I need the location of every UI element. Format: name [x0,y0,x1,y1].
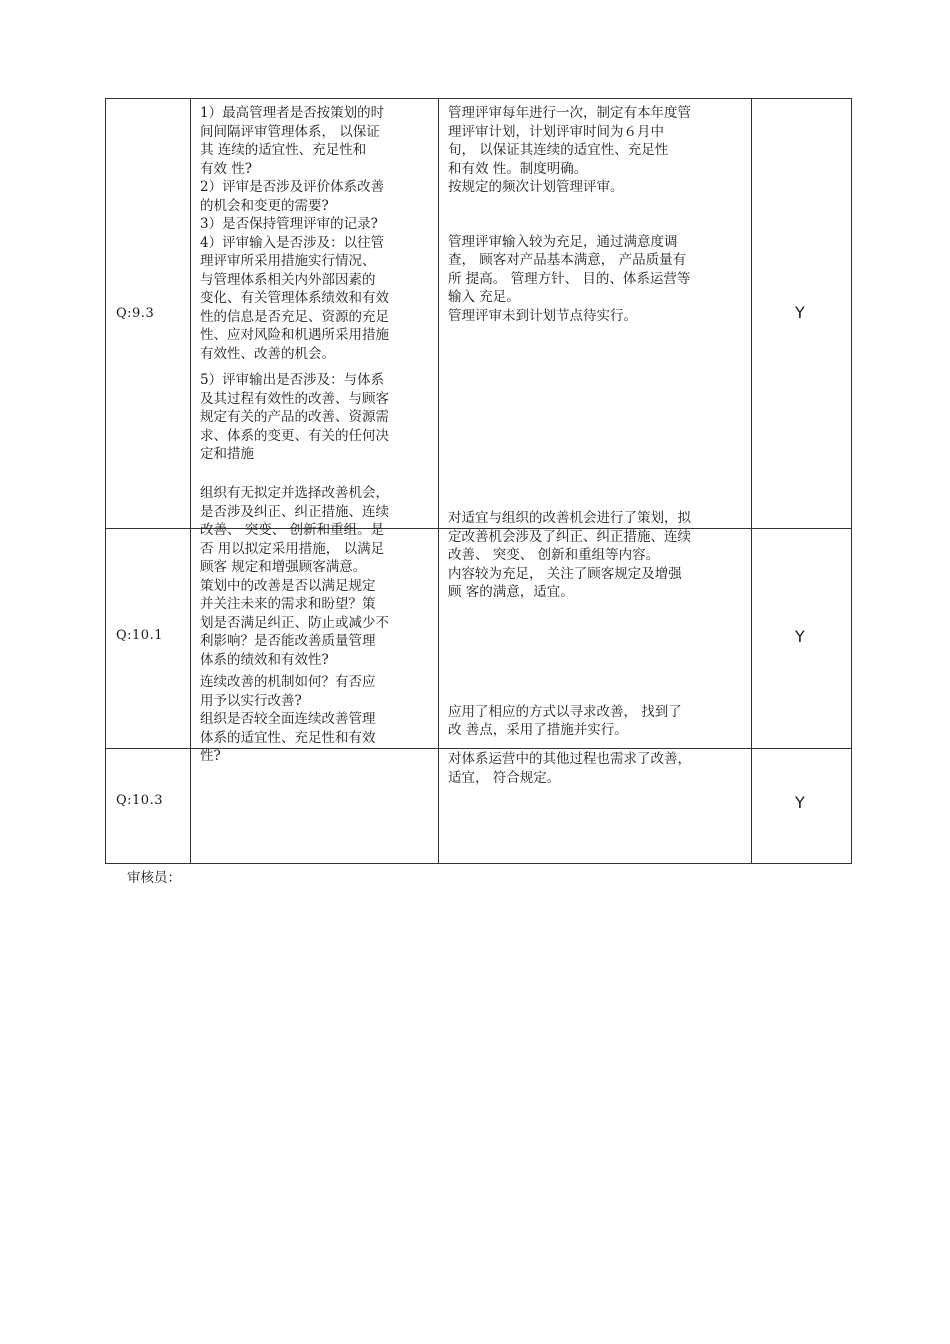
requirement-item: 策划中的改善是否以满足规定 并关注未来的需求和盼望？策 划是否满足纠正、防止或减少不 利影响？是否能改善质量管理 体系的绩效和有效性? [200,577,389,668]
clause-number: Q:10.1 [116,628,163,643]
requirements-cell [200,104,440,464]
evidence-item: 对适宜与组织的改善机会进行了策划，拟 定改善机会涉及了纠正、纠正措施、连续 改善、 突变、 创新和重组等内容。 内容较为充足， 关注了顾客规定及增强 顾 客的满意，适宜。 [448,510,691,600]
requirements-cell [200,484,440,766]
requirement-item: 1）最高管理者是否按策划的时 间间隔评审管理体系， 以保证 其 连续的适宜性、充足性和 有效 性? [200,105,385,177]
evidence-item: 应用了相应的方式以寻求改善， 找到了 改 善点，采用了措施并实行。 [448,703,682,738]
requirement-item: 5）评审输出是否涉及：与体系 及其过程有效性的改善、与顾客 规定有关的产品的改善、资源需 求、体系的变更、有关的任何决 定和措施 [200,372,389,462]
clause-number: Q:9.3 [116,306,155,321]
result-mark: Y [795,793,805,812]
evidence-cell [448,509,748,740]
evidence-item: 管理评审输入较为充足，通过满意度调 查， 顾客对产品基本满意， 产品质量有 所 提高。 管理方针、 目的、体系运营等 输入 充足。 [448,233,691,305]
evidence-item: 管理评审未到计划节点待实行。 [448,307,637,324]
auditor-label: 审核员： [127,870,181,886]
requirement-item: 4）评审输入是否涉及：以往管 理评审所采用措施实行情况、 与管理体系相关内外部因素的 变化、有关管理体系绩效和有效 性的信息是否充足、资源的充足 性、应对风险和机遇所采用措施 有效性、改善的机会。 [200,234,389,362]
clause-number: Q:10.3 [116,793,163,808]
evidence-item: 对体系运营中的其他过程也需求了改善， 适宜， 符合规定。 [448,751,691,786]
evidence-cell [448,104,748,325]
result-mark: Y [795,303,805,322]
evidence-item: 按规定的频次计划管理评审。 [448,179,624,195]
evidence-cell [448,750,748,787]
result-mark: Y [795,627,805,646]
evidence-item: 管理评审每年进行一次，制定有本年度管 理评审计划，计划评审时间为６月中 旬， 以保证其连续的适宜性、充足性 和有效 性。制度明确。 [448,105,691,177]
requirement-item: 组织有无拟定并选择改善机会， 是否涉及纠正、纠正措施、连续 改善、 突变、 创新和重组。是 否 用以拟定采用措施， 以满足 顾客 规定和增强顾客满意。 [200,485,389,575]
requirement-item: 3）是否保持管理评审的记录? [200,216,378,232]
requirement-item: 2）评审是否涉及评价体系改善 的机会和变更的需要? [200,179,385,214]
audit-checklist-table [105,98,852,864]
requirement-item: 组织是否较全面连续改善管理 体系的适宜性、充足性和有效 性? [200,711,376,764]
requirement-item: 连续改善的机制如何？有否应 用予以实行改善? [200,674,376,709]
